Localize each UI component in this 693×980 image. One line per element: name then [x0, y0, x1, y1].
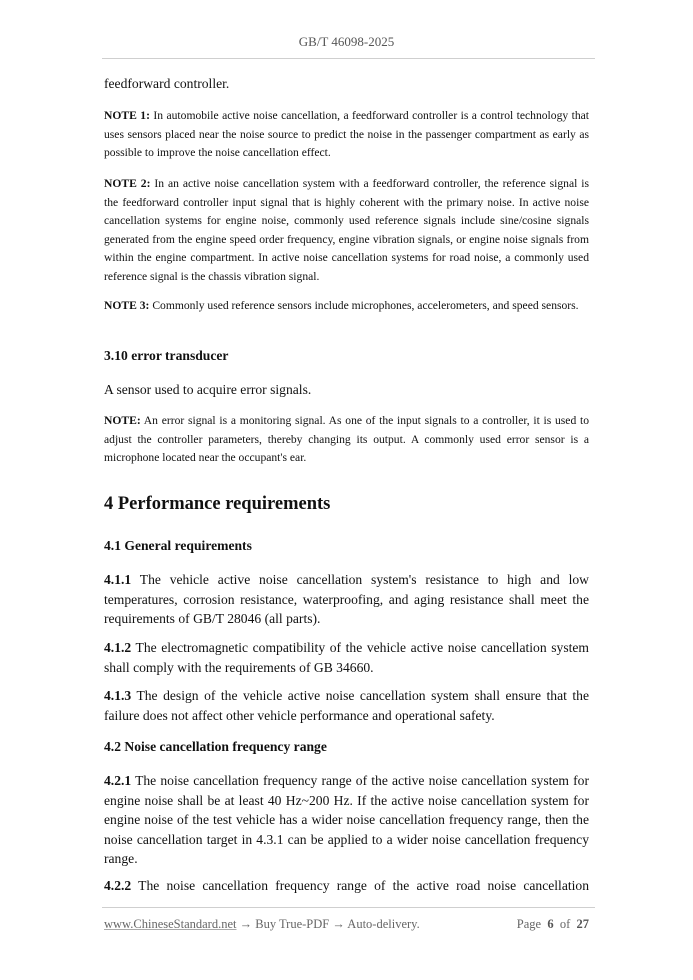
clause-text: The noise cancellation frequency range of the active road noise cancellation [131, 878, 589, 893]
footer-promo [104, 917, 420, 932]
footer [104, 917, 589, 932]
note-text: Commonly used reference sensors include microphones, accelerometers, and speed sensors. [149, 299, 579, 312]
footer-divider [102, 907, 595, 908]
section-4-2-heading: 4.2 Noise cancellation frequency range [104, 739, 327, 754]
website-link[interactable]: www.ChineseStandard.net [104, 917, 237, 931]
note-2 [104, 175, 589, 286]
clause-number: 4.2.2 [104, 878, 132, 893]
note-1 [104, 107, 589, 163]
clause-4-1-2 [104, 638, 589, 677]
section-3-10-note [104, 412, 589, 468]
section-3-10-heading: 3.10 error transducer [104, 348, 229, 363]
clause-4-1-3 [104, 686, 589, 725]
header-divider [102, 58, 595, 59]
page-total: 27 [576, 917, 589, 931]
page-number: 6 [547, 917, 554, 931]
of-label: of [559, 917, 571, 931]
section-3-10-definition: A sensor used to acquire error signals. [104, 382, 312, 397]
note-text: An error signal is a monitoring signal. As one of the input signals to a controller, it is used to adjust the controller parameters, thereby changing its output. A commonly used error sensor is a microphone located near the occupant's ear. [104, 414, 589, 464]
note-text: In an active noise cancellation system with a feedforward controller, the reference signal is the feedforward controller input signal that is highly coherent with the primary noise. In active noise cancellation systems for engine noise, commonly used reference signals include sine/cosine signals generated from the engine speed order frequency, engine vibration signals, or engine noise signals from within the engine compartment. In active noise cancellation systems for road noise, a commonly used reference signal is the chassis vibration signal. [104, 177, 590, 283]
note-text: In automobile active noise cancellation, a feedforward controller is a control technology that uses sensors placed near the noise source to predict the noise in the passenger compartment as early as possible to improve the noise cancellation effect. [104, 109, 589, 159]
clause-4-2-1 [104, 771, 589, 869]
clause-text: The electromagnetic compatibility of the vehicle active noise cancellation system shall comply with the requirements of GB 34660. [104, 640, 589, 675]
page-indicator [517, 917, 589, 932]
clause-text: The design of the vehicle active noise cancellation system shall ensure that the failure does not affect other vehicle performance and operational safety. [104, 688, 589, 723]
clause-text: The vehicle active noise cancellation system's resistance to high and low temperatures, corrosion resistance, waterproofing, and aging resistance shall meet the requirements of GB/T 28046 (all parts). [104, 572, 589, 626]
clause-number: 4.1.1 [104, 572, 132, 587]
clause-number: 4.1.3 [104, 688, 132, 703]
continuation-text: feedforward controller. [104, 76, 230, 91]
note-label: NOTE 3: [104, 299, 150, 312]
clause-4-1-1 [104, 570, 589, 629]
footer-promo-text: → Buy True-PDF → Auto-delivery. [236, 917, 420, 931]
note-label: NOTE 1: [104, 109, 150, 122]
page-label: Page [516, 917, 542, 931]
note-label: NOTE 2: [104, 177, 151, 190]
section-4-1-heading: 4.1 General requirements [104, 538, 252, 553]
note-3 [104, 297, 589, 316]
clause-number: 4.1.2 [104, 640, 132, 655]
clause-4-2-2 [104, 876, 589, 896]
clause-number: 4.2.1 [104, 773, 132, 788]
document-id-header: GB/T 46098-2025 [298, 34, 395, 49]
clause-text: The noise cancellation frequency range of the active noise cancellation system for engine noise shall be at least 40 Hz~200 Hz. If the active noise cancellation system for engine noise of the test vehicle has a wider noise cancellation frequency range, then the noise cancellation target in 4.3.1 can be applied to a wider noise cancellation frequency range. [104, 773, 589, 866]
section-4-heading: 4 Performance requirements [104, 494, 331, 514]
note-label: NOTE: [104, 414, 141, 427]
